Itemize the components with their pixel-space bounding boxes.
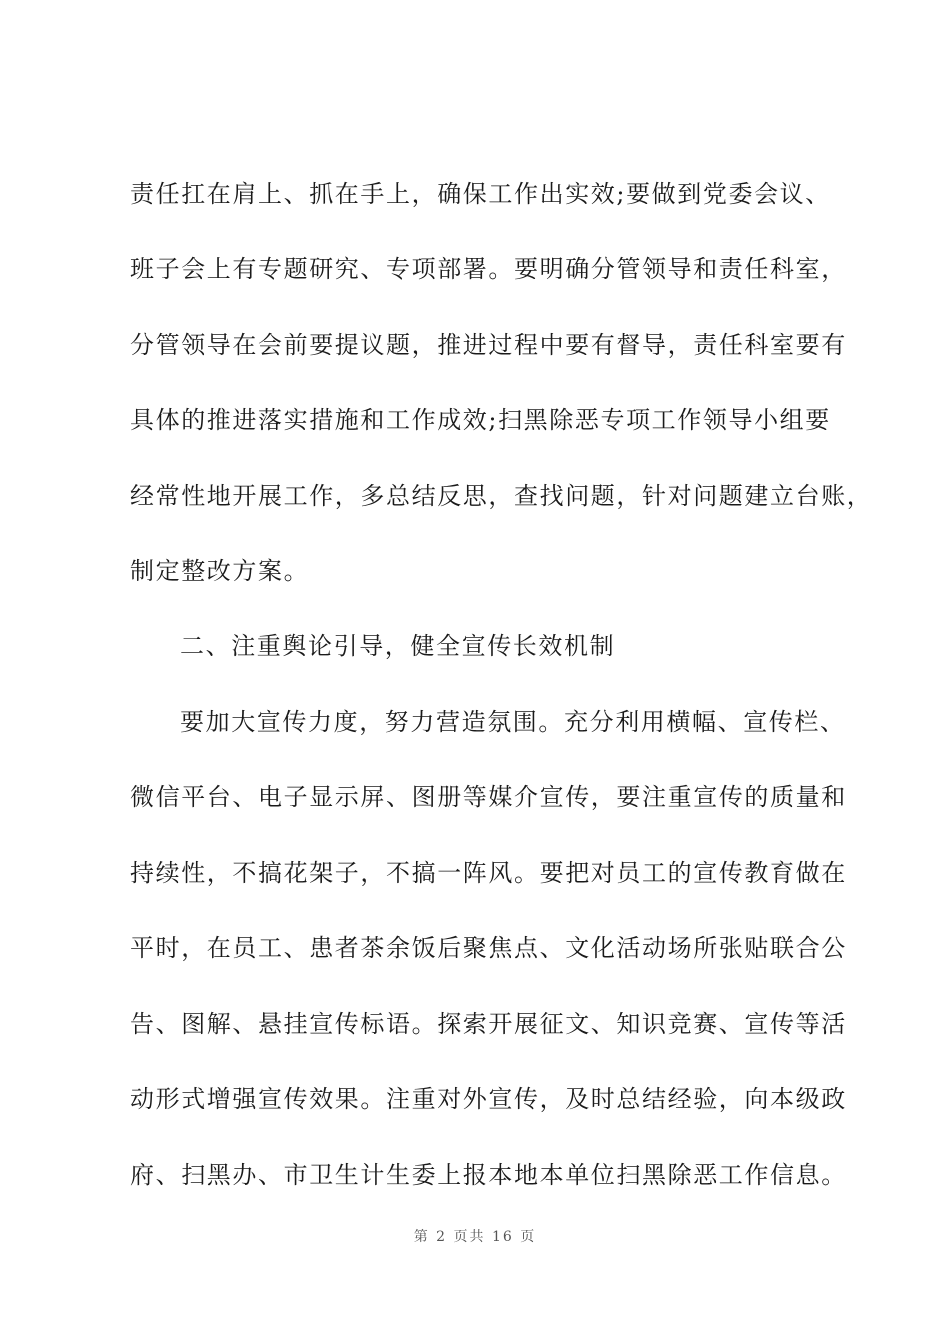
paragraph-2-line-1: 要加大宣传力度，努力营造氛围。充分利用横幅、宣传栏、: [180, 708, 846, 736]
paragraph-1-line-4: 具体的推进落实措施和工作成效;扫黑除恶专项工作领导小组要: [130, 406, 831, 434]
paragraph-2-line-6: 动形式增强宣传效果。注重对外宣传，及时总结经验，向本级政: [130, 1085, 847, 1113]
section-heading-2: 二、注重舆论引导，健全宣传长效机制: [180, 632, 616, 660]
paragraph-2-line-7: 府、扫黑办、市卫生计生委上报本地本单位扫黑除恶工作信息。: [130, 1161, 847, 1189]
paragraph-1-line-6: 制定整改方案。: [130, 557, 310, 585]
paragraph-2-line-5: 告、图解、悬挂宣传标语。探索开展征文、知识竞赛、宣传等活: [130, 1010, 847, 1038]
paragraph-1-line-1: 责任扛在肩上、抓在手上，确保工作出实效;要做到党委会议、: [130, 180, 831, 208]
paragraph-2-line-2: 微信平台、电子显示屏、图册等媒介宣传，要注重宣传的质量和: [130, 783, 847, 811]
paragraph-2-line-4: 平时，在员工、患者茶余饭后聚焦点、文化活动场所张贴联合公: [130, 934, 847, 962]
paragraph-1-line-5: 经常性地开展工作，多总结反思，查找问题，针对问题建立台账，: [130, 482, 873, 510]
paragraph-1-line-3: 分管领导在会前要提议题，推进过程中要有督导，责任科室要有: [130, 331, 847, 359]
paragraph-1-line-2: 班子会上有专题研究、专项部署。要明确分管领导和责任科室，: [130, 255, 847, 283]
page-number-footer: 第 2 页共 16 页: [413, 1229, 537, 1245]
paragraph-2-line-3: 持续性，不搞花架子，不搞一阵风。要把对员工的宣传教育做在: [130, 859, 847, 887]
